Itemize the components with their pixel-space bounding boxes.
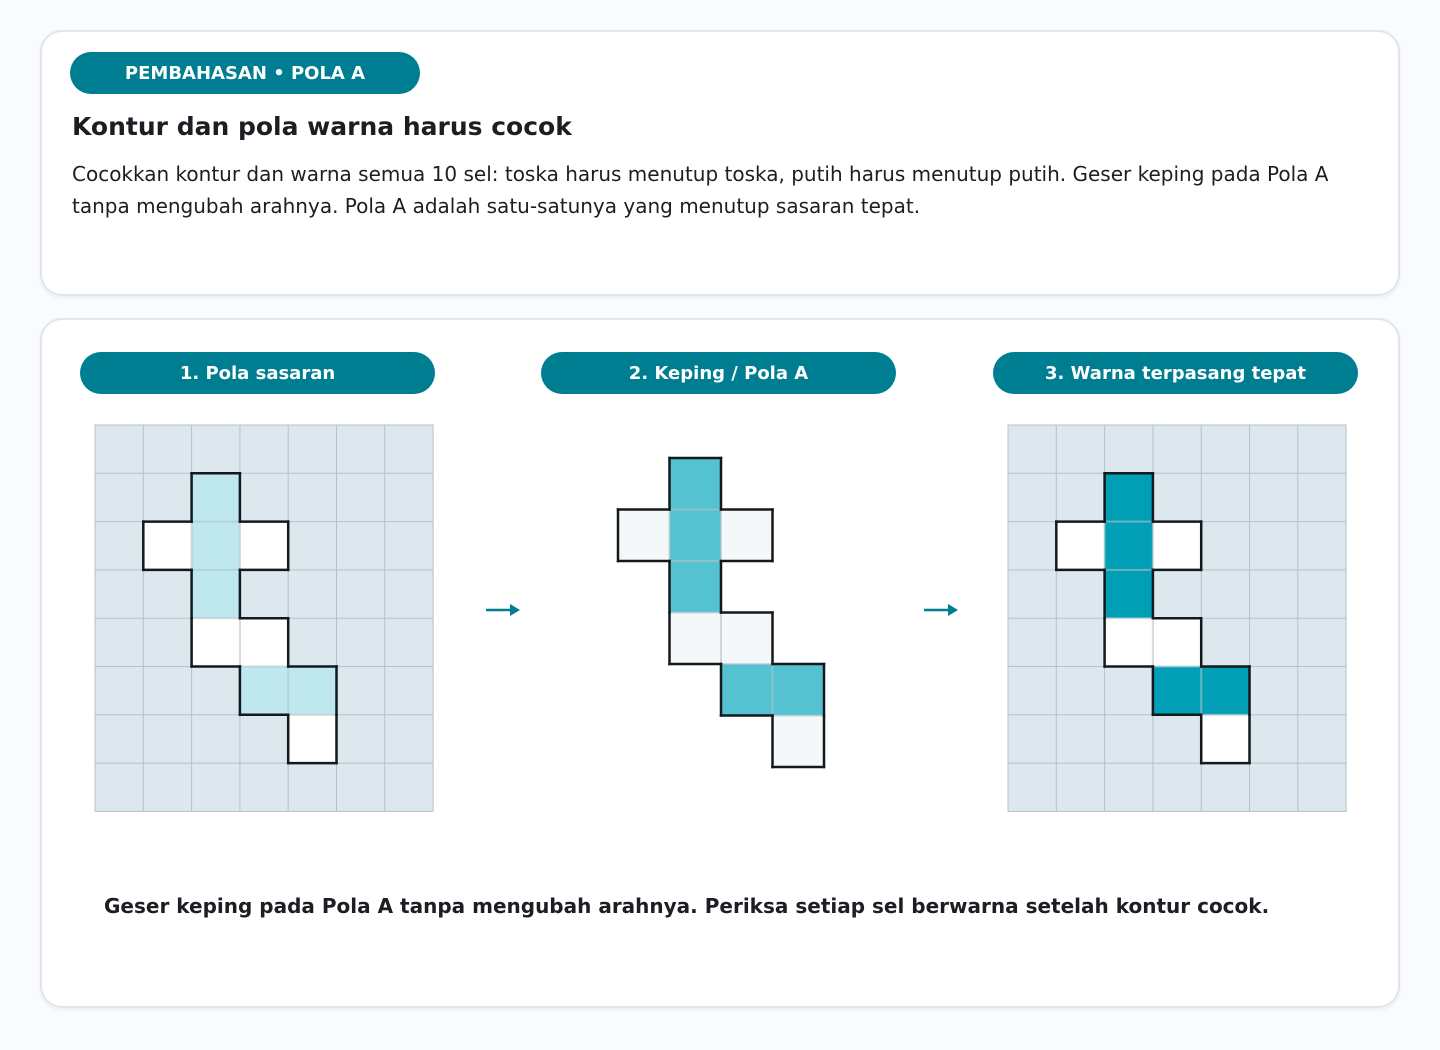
placed-cell-teal xyxy=(1105,522,1153,570)
target-cell-white xyxy=(240,522,288,570)
placed-cell-white xyxy=(1105,618,1153,666)
placed-cell-white xyxy=(1201,715,1249,763)
target-cell-teal xyxy=(192,473,240,521)
piece-cell-white xyxy=(618,510,670,562)
piece-cell-teal xyxy=(721,664,773,716)
placed-cell-teal xyxy=(1105,473,1153,521)
piece-cell-white xyxy=(670,613,722,665)
piece-cell-white xyxy=(721,510,773,562)
pattern-badge: PEMBAHASAN • POLA A xyxy=(70,52,420,94)
target-cell-white xyxy=(143,522,191,570)
target-cell-teal xyxy=(192,522,240,570)
target-cell-teal xyxy=(192,570,240,618)
arrow-right-icon xyxy=(484,600,522,620)
target-cell-white xyxy=(240,618,288,666)
arrow-right-icon xyxy=(922,600,960,620)
piece-cell-white xyxy=(721,613,773,665)
explanation-text: Cocokkan kontur dan warna semua 10 sel: toska harus menutup toska, putih harus menutup putih. Geser keping pada Pola A tanpa mengubah arahnya. Pola A adalah satu-satunya yang menutup sasaran tepat. xyxy=(72,162,1329,218)
target-cell-white xyxy=(288,715,336,763)
step-2-label: 2. Keping / Pola A xyxy=(541,352,896,394)
placed-cell-teal xyxy=(1201,667,1249,715)
step-3-label: 3. Warna terpasang tepat xyxy=(993,352,1358,394)
piece-cell-teal xyxy=(670,458,722,510)
target-cell-white xyxy=(192,618,240,666)
target-cell-teal xyxy=(288,667,336,715)
piece-cell-teal xyxy=(773,664,825,716)
diagram-card xyxy=(40,318,1400,1008)
target-cell-teal xyxy=(240,667,288,715)
piece-cell-teal xyxy=(670,561,722,613)
explanation-card xyxy=(40,30,1400,296)
step-1-label: 1. Pola sasaran xyxy=(80,352,435,394)
piece-cell-white xyxy=(773,716,825,768)
placed-cell-white xyxy=(1153,618,1201,666)
placed-cell-white xyxy=(1056,522,1104,570)
instruction-caption: Geser keping pada Pola A tanpa mengubah arahnya. Periksa setiap sel berwarna setelah kontur cocok. xyxy=(104,894,1270,918)
placed-cell-teal xyxy=(1153,667,1201,715)
piece-cell-teal xyxy=(670,510,722,562)
placed-cell-white xyxy=(1153,522,1201,570)
explanation-title: Kontur dan pola warna harus cocok xyxy=(72,112,572,141)
placed-cell-teal xyxy=(1105,570,1153,618)
